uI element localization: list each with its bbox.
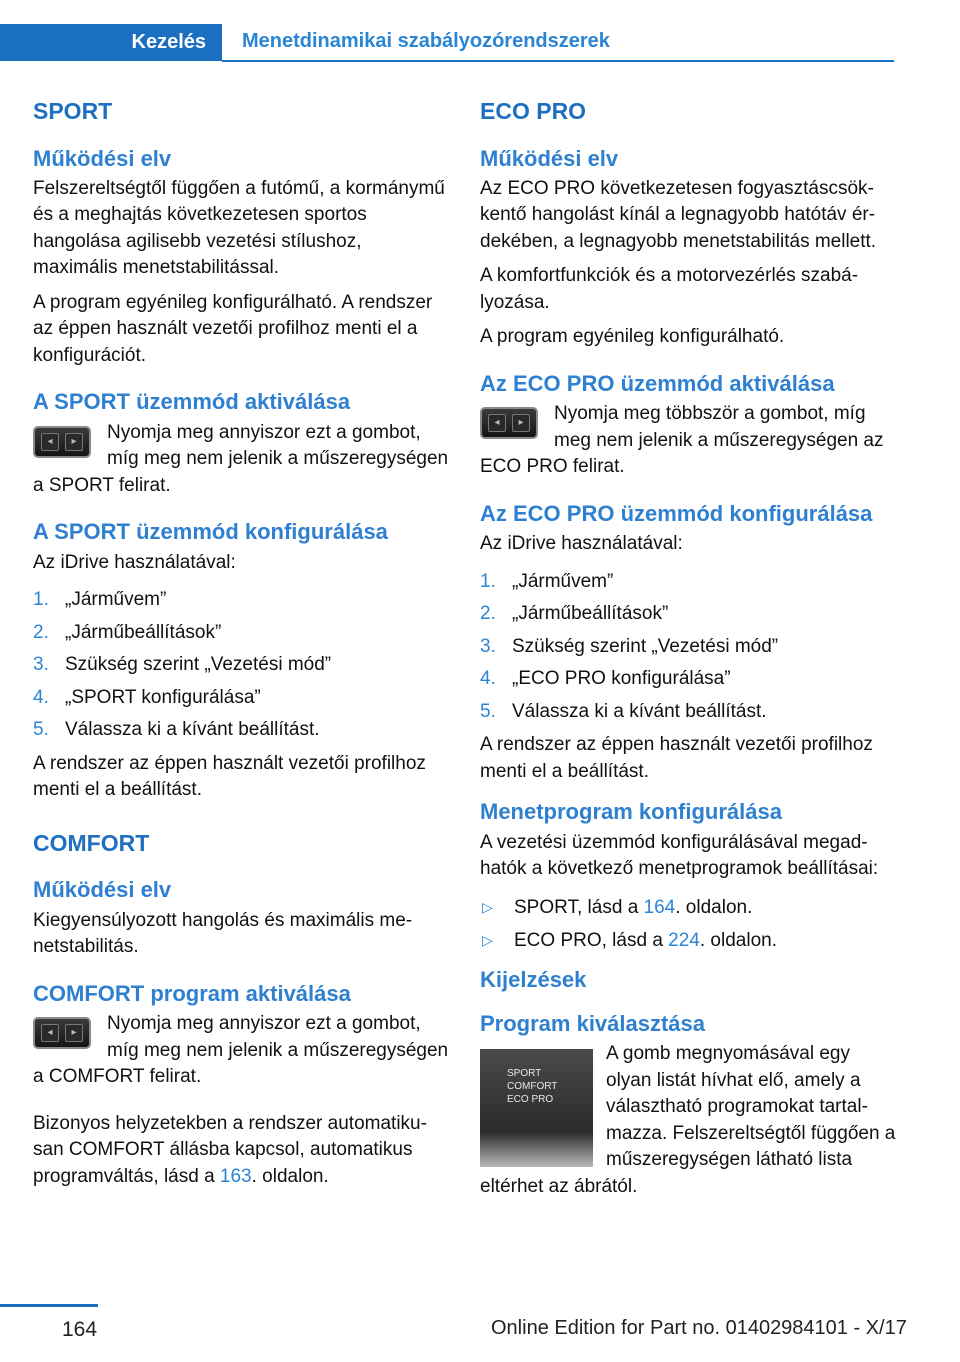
list-item: 2. „Járműbeállítások” bbox=[480, 603, 669, 625]
sport-heading: SPORT bbox=[33, 98, 113, 124]
page-header bbox=[0, 0, 960, 62]
paragraph: A program egyénileg konfigurálható. A rendszer az éppen használt vezetői profilhoz menti el a konfigurációt. bbox=[33, 291, 433, 366]
page-link[interactable]: 163 bbox=[219, 1165, 252, 1187]
footer-rule bbox=[0, 1304, 98, 1307]
list-item: 2. „Járműbeállítások” bbox=[33, 621, 222, 643]
list-item: 4. „ECO PRO konfigurálása” bbox=[480, 668, 731, 690]
paragraph: A vezetési üzemmód konfigurálásával megadhatók a következő menetprogramok beállításai: bbox=[480, 831, 879, 880]
eco-principle-heading: Működési elv bbox=[480, 145, 619, 171]
comfort-activate-heading: COMFORT program aktiválása bbox=[33, 980, 351, 1006]
paragraph: A rendszer az éppen használt vezetői profilhoz menti el a beállítást. bbox=[33, 752, 426, 801]
paragraph: A gomb megnyomásával egy olyan listát hívhat elő, amely a választható programokat tartalmazza. Felszereltségtől függően a műszeregységen látható lista eltérhet az ábrától. bbox=[480, 1043, 896, 1197]
comfort-heading: COMFORT bbox=[33, 829, 150, 856]
list-item: 5. Válassza ki a kívánt beállítást. bbox=[480, 700, 767, 722]
paragraph: Nyomja meg többször a gombot, míg meg nem jelenik a műszeregységen az ECO PRO felirat. bbox=[480, 403, 884, 478]
page-link[interactable]: 224 bbox=[668, 929, 700, 951]
button-instruction bbox=[480, 401, 896, 481]
section-label: Kezelés bbox=[131, 31, 206, 53]
list-item: 1. „Járművem” bbox=[33, 589, 167, 611]
list-item: 5. Válassza ki a kívánt beállítást. bbox=[33, 719, 320, 741]
display-line: ECO PRO bbox=[507, 1094, 554, 1106]
triangle-bullet-icon: ▷ bbox=[482, 898, 493, 915]
triangle-bullet-icon: ▷ bbox=[482, 931, 493, 948]
comfort-principle-heading: Működési elv bbox=[33, 877, 172, 903]
paragraph: Nyomja meg annyiszor ezt a gombot, míg meg nem jelenik a műszeregységen a SPORT felirat. bbox=[33, 421, 449, 496]
paragraph: Bizonyos helyzetekben a rendszer automatikusan COMFORT állásba kapcsol, automatikus programváltás, lásd a 163. oldalon. bbox=[33, 1112, 427, 1187]
list-item: 4. „SPORT konfigurálása” bbox=[33, 686, 261, 708]
program-select-heading: Program kiválasztása bbox=[480, 1011, 706, 1037]
list-item: 1. „Járművem” bbox=[480, 570, 614, 592]
list-item: ▷ ECO PRO, lásd a 224. oldalon. bbox=[480, 924, 896, 957]
program-list bbox=[480, 891, 896, 957]
paragraph: A komfortfunkciók és a motorvezérlés szabályozása. bbox=[480, 265, 859, 313]
button-instruction bbox=[33, 420, 449, 500]
sport-activate-heading: A SPORT üzemmód aktiválása bbox=[33, 389, 351, 415]
eco-activate-heading: Az ECO PRO üzemmód aktiválása bbox=[480, 370, 835, 396]
paragraph: Kiegyensúlyozott hangolás és maximális menetstabilitás. bbox=[33, 909, 413, 958]
paragraph: Az iDrive használatával: bbox=[33, 551, 236, 573]
list-item: 3. Szükség szerint „Vezetési mód” bbox=[33, 654, 332, 676]
drive-mode-button-icon: ◂ ▸ bbox=[33, 1017, 91, 1049]
page-link[interactable]: 164 bbox=[643, 896, 676, 918]
page-number: 164 bbox=[62, 1318, 98, 1341]
header-rule bbox=[222, 60, 894, 62]
chapter-title: Menetdinamikai szabályozórendszerek bbox=[242, 30, 610, 52]
eco-steps-list bbox=[480, 566, 896, 729]
drive-mode-button-icon: ◂ ▸ bbox=[480, 407, 538, 439]
paragraph: Az iDrive használatával: bbox=[480, 533, 683, 555]
displays-heading: Kijelzések bbox=[480, 966, 587, 992]
display-line: SPORT bbox=[507, 1068, 542, 1080]
button-instruction bbox=[33, 1011, 449, 1091]
paragraph: A program egyénileg konfigurálható. bbox=[480, 326, 785, 348]
sport-principle-heading: Működési elv bbox=[33, 145, 172, 171]
drive-mode-button-icon: ◂ ▸ bbox=[33, 426, 91, 458]
sport-config-heading: A SPORT üzemmód konfigurálása bbox=[33, 519, 388, 545]
display-line: COMFORT bbox=[507, 1081, 558, 1093]
edition-note: Online Edition for Part no. 01402984101 - X/17 bbox=[491, 1317, 907, 1339]
paragraph: Nyomja meg annyiszor ezt a gombot, míg meg nem jelenik a műszeregységen a COMFORT felirat. bbox=[33, 1013, 449, 1088]
right-column bbox=[480, 98, 896, 1208]
instrument-display-image bbox=[480, 1049, 593, 1167]
paragraph: A rendszer az éppen használt vezetői profilhoz menti el a beállítást. bbox=[480, 734, 873, 782]
list-item: ▷ SPORT, lásd a 164. oldalon. bbox=[480, 891, 896, 924]
program-select-block bbox=[480, 1041, 896, 1200]
sport-steps-list bbox=[33, 584, 449, 747]
left-column bbox=[33, 98, 449, 1198]
list-item: 3. Szükség szerint „Vezetési mód” bbox=[480, 635, 779, 657]
paragraph: Az ECO PRO következetesen fogyasztáscsökkentő hangolást kínál a legnagyobb hatótáv érdekében, a legnagyobb menetstabilitás mellett. bbox=[480, 177, 877, 252]
eco-heading: ECO PRO bbox=[480, 98, 587, 124]
eco-config-heading: Az ECO PRO üzemmód konfigurálása bbox=[480, 500, 873, 526]
paragraph: Felszereltségtől függően a futómű, a kormánymű és a meghajtás következetesen sportos hangolása agilisebb vezetési stílushoz, maximális menetstabilitással. bbox=[33, 177, 445, 279]
section-tab bbox=[0, 24, 222, 61]
program-config-heading: Menetprogram konfigurálása bbox=[480, 799, 782, 825]
